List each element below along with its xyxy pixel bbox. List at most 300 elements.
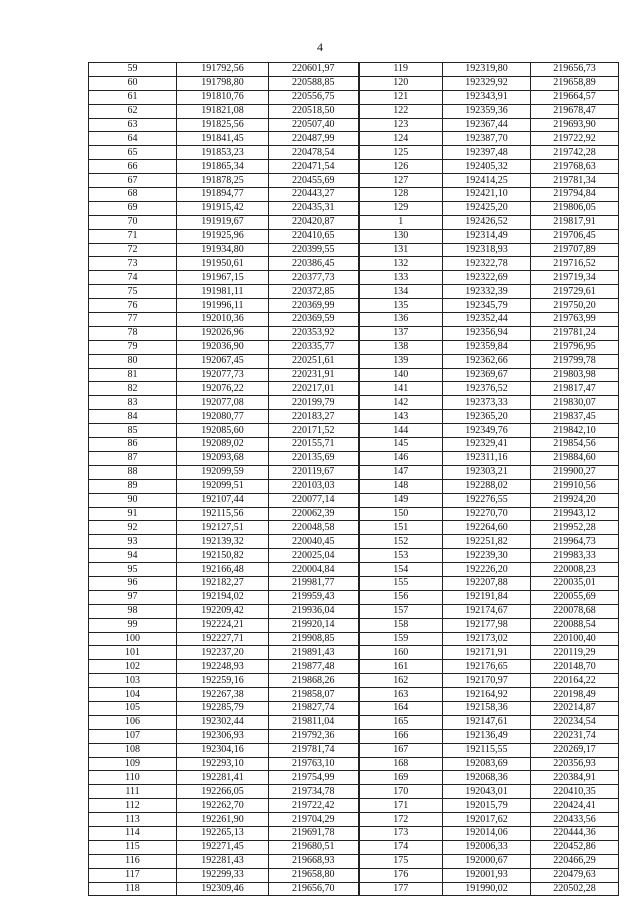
table-row <box>89 521 619 535</box>
table-cell-y-coordinate: 219656,70 <box>269 882 359 896</box>
table-cell-y-coordinate: 220155,71 <box>269 438 359 452</box>
table-cell-x-coordinate: 192182,27 <box>177 576 269 590</box>
table-cell-y-coordinate: 220372,85 <box>269 285 359 299</box>
table-cell-x-coordinate: 192271,45 <box>177 840 269 854</box>
table-cell-y-coordinate: 219719,34 <box>531 271 619 285</box>
table-cell-y-coordinate: 219877,48 <box>269 660 359 674</box>
table-cell-point-number: 161 <box>359 660 443 674</box>
table-cell-x-coordinate: 192171,91 <box>443 646 531 660</box>
table-cell-y-coordinate: 219722,92 <box>531 132 619 146</box>
table-cell-x-coordinate: 192093,68 <box>177 451 269 465</box>
table-cell-x-coordinate: 191853,23 <box>177 146 269 160</box>
table-cell-y-coordinate: 219707,89 <box>531 243 619 257</box>
table-cell-point-number: 103 <box>89 674 177 688</box>
table-cell-point-number: 79 <box>89 340 177 354</box>
table-cell-x-coordinate: 192276,55 <box>443 493 531 507</box>
table-cell-x-coordinate: 192259,16 <box>177 674 269 688</box>
table-cell-x-coordinate: 192306,93 <box>177 729 269 743</box>
table-cell-point-number: 107 <box>89 729 177 743</box>
table-cell-point-number: 111 <box>89 785 177 799</box>
table-cell-point-number: 123 <box>359 118 443 132</box>
table-cell-y-coordinate: 219781,74 <box>269 743 359 757</box>
table-cell-y-coordinate: 219763,10 <box>269 757 359 771</box>
table-cell-point-number: 131 <box>359 243 443 257</box>
table-cell-y-coordinate: 219842,10 <box>531 424 619 438</box>
table-cell-point-number: 139 <box>359 354 443 368</box>
table-cell-point-number: 122 <box>359 104 443 118</box>
table-cell-point-number: 113 <box>89 813 177 827</box>
table-cell-point-number: 157 <box>359 604 443 618</box>
table-cell-x-coordinate: 192194,02 <box>177 590 269 604</box>
table-cell-x-coordinate: 192085,60 <box>177 424 269 438</box>
table-cell-y-coordinate: 220424,41 <box>531 799 619 813</box>
table-cell-x-coordinate: 192083,69 <box>443 757 531 771</box>
table-cell-y-coordinate: 220410,65 <box>269 229 359 243</box>
table-row <box>89 715 619 729</box>
table-cell-point-number: 106 <box>89 715 177 729</box>
table-row <box>89 549 619 563</box>
table-row <box>89 104 619 118</box>
table-cell-y-coordinate: 219811,04 <box>269 715 359 729</box>
table-row <box>89 174 619 188</box>
table-cell-x-coordinate: 192170,97 <box>443 674 531 688</box>
table-cell-y-coordinate: 220471,54 <box>269 160 359 174</box>
table-cell-x-coordinate: 192164,92 <box>443 688 531 702</box>
table-cell-x-coordinate: 192359,84 <box>443 340 531 354</box>
table-cell-y-coordinate: 220353,92 <box>269 326 359 340</box>
table-cell-point-number: 148 <box>359 479 443 493</box>
table-cell-point-number: 149 <box>359 493 443 507</box>
table-row <box>89 840 619 854</box>
table-cell-point-number: 101 <box>89 646 177 660</box>
table-cell-point-number: 85 <box>89 424 177 438</box>
table-cell-x-coordinate: 192356,94 <box>443 326 531 340</box>
table-cell-point-number: 88 <box>89 465 177 479</box>
table-row <box>89 451 619 465</box>
table-cell-point-number: 94 <box>89 549 177 563</box>
table-row <box>89 299 619 313</box>
table-cell-point-number: 112 <box>89 799 177 813</box>
table-cell-point-number: 143 <box>359 410 443 424</box>
table-cell-point-number: 128 <box>359 188 443 202</box>
table-cell-point-number: 66 <box>89 160 177 174</box>
table-cell-y-coordinate: 219837,45 <box>531 410 619 424</box>
table-cell-y-coordinate: 220231,74 <box>531 729 619 743</box>
table-cell-x-coordinate: 192329,92 <box>443 76 531 90</box>
table-cell-x-coordinate: 192207,88 <box>443 576 531 590</box>
table-cell-y-coordinate: 219722,42 <box>269 799 359 813</box>
table-cell-y-coordinate: 220384,91 <box>531 771 619 785</box>
table-cell-y-coordinate: 220251,61 <box>269 354 359 368</box>
table-cell-x-coordinate: 192209,42 <box>177 604 269 618</box>
table-row <box>89 215 619 229</box>
table-cell-x-coordinate: 192343,91 <box>443 90 531 104</box>
table-cell-y-coordinate: 219817,91 <box>531 215 619 229</box>
table-cell-point-number: 117 <box>89 868 177 882</box>
table-cell-x-coordinate: 192127,51 <box>177 521 269 535</box>
table-cell-y-coordinate: 219763,99 <box>531 313 619 327</box>
table-cell-x-coordinate: 192015,79 <box>443 799 531 813</box>
table-cell-point-number: 63 <box>89 118 177 132</box>
table-row <box>89 326 619 340</box>
table-cell-y-coordinate: 219668,93 <box>269 854 359 868</box>
table-cell-point-number: 144 <box>359 424 443 438</box>
table-cell-y-coordinate: 219858,07 <box>269 688 359 702</box>
table-cell-point-number: 96 <box>89 576 177 590</box>
table-cell-x-coordinate: 192115,55 <box>443 743 531 757</box>
table-cell-y-coordinate: 219803,98 <box>531 368 619 382</box>
table-cell-y-coordinate: 219664,57 <box>531 90 619 104</box>
table-cell-y-coordinate: 220556,75 <box>269 90 359 104</box>
table-row <box>89 785 619 799</box>
table-cell-x-coordinate: 192314,49 <box>443 229 531 243</box>
table-cell-y-coordinate: 219781,34 <box>531 174 619 188</box>
table-cell-y-coordinate: 220040,45 <box>269 535 359 549</box>
table-cell-point-number: 153 <box>359 549 443 563</box>
table-cell-point-number: 150 <box>359 507 443 521</box>
table-cell-y-coordinate: 219792,36 <box>269 729 359 743</box>
table-cell-y-coordinate: 219920,14 <box>269 618 359 632</box>
table-cell-point-number: 140 <box>359 368 443 382</box>
table-cell-x-coordinate: 191981,11 <box>177 285 269 299</box>
table-cell-y-coordinate: 220078,68 <box>531 604 619 618</box>
table-row <box>89 438 619 452</box>
table-cell-y-coordinate: 220399,55 <box>269 243 359 257</box>
table-cell-point-number: 78 <box>89 326 177 340</box>
table-cell-point-number: 84 <box>89 410 177 424</box>
table-cell-y-coordinate: 219806,05 <box>531 201 619 215</box>
table-row <box>89 604 619 618</box>
table-cell-x-coordinate: 192248,93 <box>177 660 269 674</box>
table-cell-x-coordinate: 192362,66 <box>443 354 531 368</box>
table-row <box>89 424 619 438</box>
table-cell-x-coordinate: 192421,10 <box>443 188 531 202</box>
table-cell-x-coordinate: 192425,20 <box>443 201 531 215</box>
table-cell-x-coordinate: 191792,56 <box>177 63 269 77</box>
table-cell-x-coordinate: 192405,32 <box>443 160 531 174</box>
table-cell-y-coordinate: 220217,01 <box>269 382 359 396</box>
table-cell-y-coordinate: 220103,03 <box>269 479 359 493</box>
table-cell-point-number: 59 <box>89 63 177 77</box>
table-cell-y-coordinate: 220269,17 <box>531 743 619 757</box>
table-cell-x-coordinate: 192264,60 <box>443 521 531 535</box>
table-cell-x-coordinate: 192017,62 <box>443 813 531 827</box>
table-cell-y-coordinate: 220443,27 <box>269 188 359 202</box>
table-cell-point-number: 145 <box>359 438 443 452</box>
table-cell-point-number: 70 <box>89 215 177 229</box>
table-cell-y-coordinate: 220466,29 <box>531 854 619 868</box>
table-row <box>89 188 619 202</box>
table-cell-x-coordinate: 192237,20 <box>177 646 269 660</box>
table-row <box>89 257 619 271</box>
table-cell-y-coordinate: 220008,23 <box>531 563 619 577</box>
table-cell-point-number: 95 <box>89 563 177 577</box>
table-cell-y-coordinate: 219796,95 <box>531 340 619 354</box>
table-row <box>89 160 619 174</box>
table-cell-x-coordinate: 191996,11 <box>177 299 269 313</box>
table-cell-x-coordinate: 192352,44 <box>443 313 531 327</box>
table-cell-point-number: 137 <box>359 326 443 340</box>
table-cell-x-coordinate: 192309,46 <box>177 882 269 896</box>
table-cell-x-coordinate: 192076,22 <box>177 382 269 396</box>
table-cell-x-coordinate: 192397,48 <box>443 146 531 160</box>
table-row <box>89 701 619 715</box>
table-cell-point-number: 91 <box>89 507 177 521</box>
table-cell-y-coordinate: 220231,91 <box>269 368 359 382</box>
table-cell-x-coordinate: 192281,43 <box>177 854 269 868</box>
table-cell-x-coordinate: 191919,67 <box>177 215 269 229</box>
table-cell-x-coordinate: 192026,96 <box>177 326 269 340</box>
table-cell-y-coordinate: 220420,87 <box>269 215 359 229</box>
table-cell-y-coordinate: 220048,58 <box>269 521 359 535</box>
table-row <box>89 368 619 382</box>
table-cell-x-coordinate: 192266,05 <box>177 785 269 799</box>
table-row <box>89 646 619 660</box>
table-cell-x-coordinate: 192332,39 <box>443 285 531 299</box>
table-cell-point-number: 76 <box>89 299 177 313</box>
table-cell-point-number: 142 <box>359 396 443 410</box>
table-row <box>89 882 619 896</box>
table-cell-y-coordinate: 219704,29 <box>269 813 359 827</box>
table-cell-x-coordinate: 192227,71 <box>177 632 269 646</box>
table-cell-x-coordinate: 192006,33 <box>443 840 531 854</box>
table-cell-y-coordinate: 220062,39 <box>269 507 359 521</box>
table-row <box>89 826 619 840</box>
table-cell-point-number: 90 <box>89 493 177 507</box>
table-cell-point-number: 118 <box>89 882 177 896</box>
table-cell-point-number: 116 <box>89 854 177 868</box>
table-row <box>89 535 619 549</box>
table-cell-x-coordinate: 191841,45 <box>177 132 269 146</box>
table-cell-x-coordinate: 192303,21 <box>443 465 531 479</box>
table-cell-y-coordinate: 220452,86 <box>531 840 619 854</box>
table-row <box>89 271 619 285</box>
table-cell-point-number: 114 <box>89 826 177 840</box>
table-cell-point-number: 152 <box>359 535 443 549</box>
table-cell-y-coordinate: 219959,43 <box>269 590 359 604</box>
table-cell-y-coordinate: 219924,20 <box>531 493 619 507</box>
table-cell-point-number: 175 <box>359 854 443 868</box>
table-cell-point-number: 89 <box>89 479 177 493</box>
table-cell-y-coordinate: 220171,52 <box>269 424 359 438</box>
table-cell-x-coordinate: 192311,16 <box>443 451 531 465</box>
table-row <box>89 674 619 688</box>
table-cell-x-coordinate: 191925,96 <box>177 229 269 243</box>
table-cell-x-coordinate: 192261,90 <box>177 813 269 827</box>
table-cell-point-number: 171 <box>359 799 443 813</box>
table-cell-y-coordinate: 219691,78 <box>269 826 359 840</box>
table-cell-y-coordinate: 220369,99 <box>269 299 359 313</box>
table-cell-x-coordinate: 191990,02 <box>443 882 531 896</box>
table-cell-x-coordinate: 192067,45 <box>177 354 269 368</box>
table-cell-point-number: 130 <box>359 229 443 243</box>
table-cell-point-number: 155 <box>359 576 443 590</box>
table-cell-x-coordinate: 192319,80 <box>443 63 531 77</box>
table-cell-point-number: 87 <box>89 451 177 465</box>
table-cell-x-coordinate: 192239,30 <box>443 549 531 563</box>
table-cell-point-number: 121 <box>359 90 443 104</box>
table-cell-x-coordinate: 192080,77 <box>177 410 269 424</box>
table-cell-y-coordinate: 220119,67 <box>269 465 359 479</box>
table-cell-x-coordinate: 192139,32 <box>177 535 269 549</box>
table-cell-y-coordinate: 220433,56 <box>531 813 619 827</box>
table-cell-x-coordinate: 192115,56 <box>177 507 269 521</box>
table-cell-point-number: 138 <box>359 340 443 354</box>
table-cell-point-number: 77 <box>89 313 177 327</box>
table-cell-y-coordinate: 220025,04 <box>269 549 359 563</box>
table-cell-y-coordinate: 219868,26 <box>269 674 359 688</box>
table-cell-y-coordinate: 219952,28 <box>531 521 619 535</box>
table-cell-x-coordinate: 191865,34 <box>177 160 269 174</box>
table-cell-x-coordinate: 192176,65 <box>443 660 531 674</box>
table-cell-x-coordinate: 192147,61 <box>443 715 531 729</box>
table-cell-x-coordinate: 191825,56 <box>177 118 269 132</box>
table-cell-y-coordinate: 219827,74 <box>269 701 359 715</box>
table-cell-y-coordinate: 220119,29 <box>531 646 619 660</box>
table-cell-x-coordinate: 191950,61 <box>177 257 269 271</box>
table-cell-x-coordinate: 192369,67 <box>443 368 531 382</box>
coordinates-table <box>88 62 619 896</box>
table-cell-x-coordinate: 192099,59 <box>177 465 269 479</box>
table-cell-y-coordinate: 219734,78 <box>269 785 359 799</box>
table-cell-y-coordinate: 220369,59 <box>269 313 359 327</box>
table-cell-y-coordinate: 220386,45 <box>269 257 359 271</box>
table-row <box>89 729 619 743</box>
table-cell-x-coordinate: 192322,78 <box>443 257 531 271</box>
table-cell-y-coordinate: 219854,56 <box>531 438 619 452</box>
table-cell-point-number: 92 <box>89 521 177 535</box>
table-cell-x-coordinate: 192000,67 <box>443 854 531 868</box>
table-cell-x-coordinate: 192373,33 <box>443 396 531 410</box>
table-cell-x-coordinate: 192224,21 <box>177 618 269 632</box>
table-cell-point-number: 176 <box>359 868 443 882</box>
table-cell-point-number: 83 <box>89 396 177 410</box>
table-row <box>89 354 619 368</box>
table-cell-x-coordinate: 191798,80 <box>177 76 269 90</box>
table-cell-point-number: 86 <box>89 438 177 452</box>
table-row <box>89 76 619 90</box>
table-cell-y-coordinate: 219658,89 <box>531 76 619 90</box>
table-cell-x-coordinate: 192426,52 <box>443 215 531 229</box>
table-cell-point-number: 74 <box>89 271 177 285</box>
table-cell-x-coordinate: 192365,20 <box>443 410 531 424</box>
table-cell-x-coordinate: 192099,51 <box>177 479 269 493</box>
table-cell-y-coordinate: 220507,40 <box>269 118 359 132</box>
table-cell-y-coordinate: 219936,04 <box>269 604 359 618</box>
table-cell-x-coordinate: 191967,15 <box>177 271 269 285</box>
table-cell-point-number: 67 <box>89 174 177 188</box>
table-cell-x-coordinate: 192036,90 <box>177 340 269 354</box>
table-cell-x-coordinate: 192293,10 <box>177 757 269 771</box>
table-cell-y-coordinate: 219817,47 <box>531 382 619 396</box>
table-row <box>89 465 619 479</box>
table-cell-point-number: 68 <box>89 188 177 202</box>
table-cell-point-number: 129 <box>359 201 443 215</box>
table-cell-y-coordinate: 219799,78 <box>531 354 619 368</box>
table-cell-point-number: 154 <box>359 563 443 577</box>
table-cell-x-coordinate: 191894,77 <box>177 188 269 202</box>
table-cell-x-coordinate: 192173,02 <box>443 632 531 646</box>
table-cell-point-number: 119 <box>359 63 443 77</box>
table-cell-x-coordinate: 192414,25 <box>443 174 531 188</box>
table-row <box>89 813 619 827</box>
table-cell-x-coordinate: 192001,93 <box>443 868 531 882</box>
table-cell-y-coordinate: 220601,97 <box>269 63 359 77</box>
table-row <box>89 243 619 257</box>
table-cell-point-number: 146 <box>359 451 443 465</box>
table-cell-point-number: 65 <box>89 146 177 160</box>
table-cell-y-coordinate: 220088,54 <box>531 618 619 632</box>
table-row <box>89 146 619 160</box>
table-cell-point-number: 135 <box>359 299 443 313</box>
coordinates-table-body <box>89 63 619 896</box>
table-cell-y-coordinate: 219884,60 <box>531 451 619 465</box>
table-cell-x-coordinate: 192270,70 <box>443 507 531 521</box>
table-cell-x-coordinate: 192158,36 <box>443 701 531 715</box>
table-cell-point-number: 132 <box>359 257 443 271</box>
table-cell-x-coordinate: 192226,20 <box>443 563 531 577</box>
table-cell-point-number: 82 <box>89 382 177 396</box>
table-row <box>89 118 619 132</box>
table-row <box>89 618 619 632</box>
table-cell-point-number: 151 <box>359 521 443 535</box>
table-cell-point-number: 73 <box>89 257 177 271</box>
table-cell-x-coordinate: 192329,41 <box>443 438 531 452</box>
table-cell-y-coordinate: 219830,07 <box>531 396 619 410</box>
table-cell-x-coordinate: 192014,06 <box>443 826 531 840</box>
table-cell-point-number: 174 <box>359 840 443 854</box>
table-cell-x-coordinate: 192318,93 <box>443 243 531 257</box>
table-cell-y-coordinate: 220478,54 <box>269 146 359 160</box>
table-cell-x-coordinate: 192174,67 <box>443 604 531 618</box>
table-cell-x-coordinate: 192322,69 <box>443 271 531 285</box>
table-cell-point-number: 69 <box>89 201 177 215</box>
table-cell-x-coordinate: 191810,76 <box>177 90 269 104</box>
table-cell-y-coordinate: 219750,20 <box>531 299 619 313</box>
table-cell-y-coordinate: 219729,61 <box>531 285 619 299</box>
table-cell-x-coordinate: 192299,33 <box>177 868 269 882</box>
table-row <box>89 576 619 590</box>
table-cell-point-number: 167 <box>359 743 443 757</box>
table-cell-y-coordinate: 219781,24 <box>531 326 619 340</box>
table-cell-y-coordinate: 220455,69 <box>269 174 359 188</box>
table-cell-y-coordinate: 219693,90 <box>531 118 619 132</box>
table-cell-x-coordinate: 192281,41 <box>177 771 269 785</box>
table-cell-point-number: 71 <box>89 229 177 243</box>
table-cell-y-coordinate: 220148,70 <box>531 660 619 674</box>
table-cell-x-coordinate: 192302,44 <box>177 715 269 729</box>
table-row <box>89 660 619 674</box>
table-cell-y-coordinate: 220377,73 <box>269 271 359 285</box>
page-number: 4 <box>317 40 323 54</box>
table-cell-y-coordinate: 219656,73 <box>531 63 619 77</box>
table-cell-y-coordinate: 220100,40 <box>531 632 619 646</box>
table-cell-point-number: 160 <box>359 646 443 660</box>
table-cell-point-number: 162 <box>359 674 443 688</box>
table-cell-y-coordinate: 219706,45 <box>531 229 619 243</box>
table-row <box>89 132 619 146</box>
table-cell-point-number: 1 <box>359 215 443 229</box>
table-row <box>89 688 619 702</box>
table-row <box>89 493 619 507</box>
table-cell-point-number: 61 <box>89 90 177 104</box>
table-cell-y-coordinate: 220444,36 <box>531 826 619 840</box>
table-cell-y-coordinate: 220004,84 <box>269 563 359 577</box>
table-cell-point-number: 102 <box>89 660 177 674</box>
table-cell-point-number: 127 <box>359 174 443 188</box>
table-cell-y-coordinate: 219768,63 <box>531 160 619 174</box>
table-cell-x-coordinate: 192077,08 <box>177 396 269 410</box>
